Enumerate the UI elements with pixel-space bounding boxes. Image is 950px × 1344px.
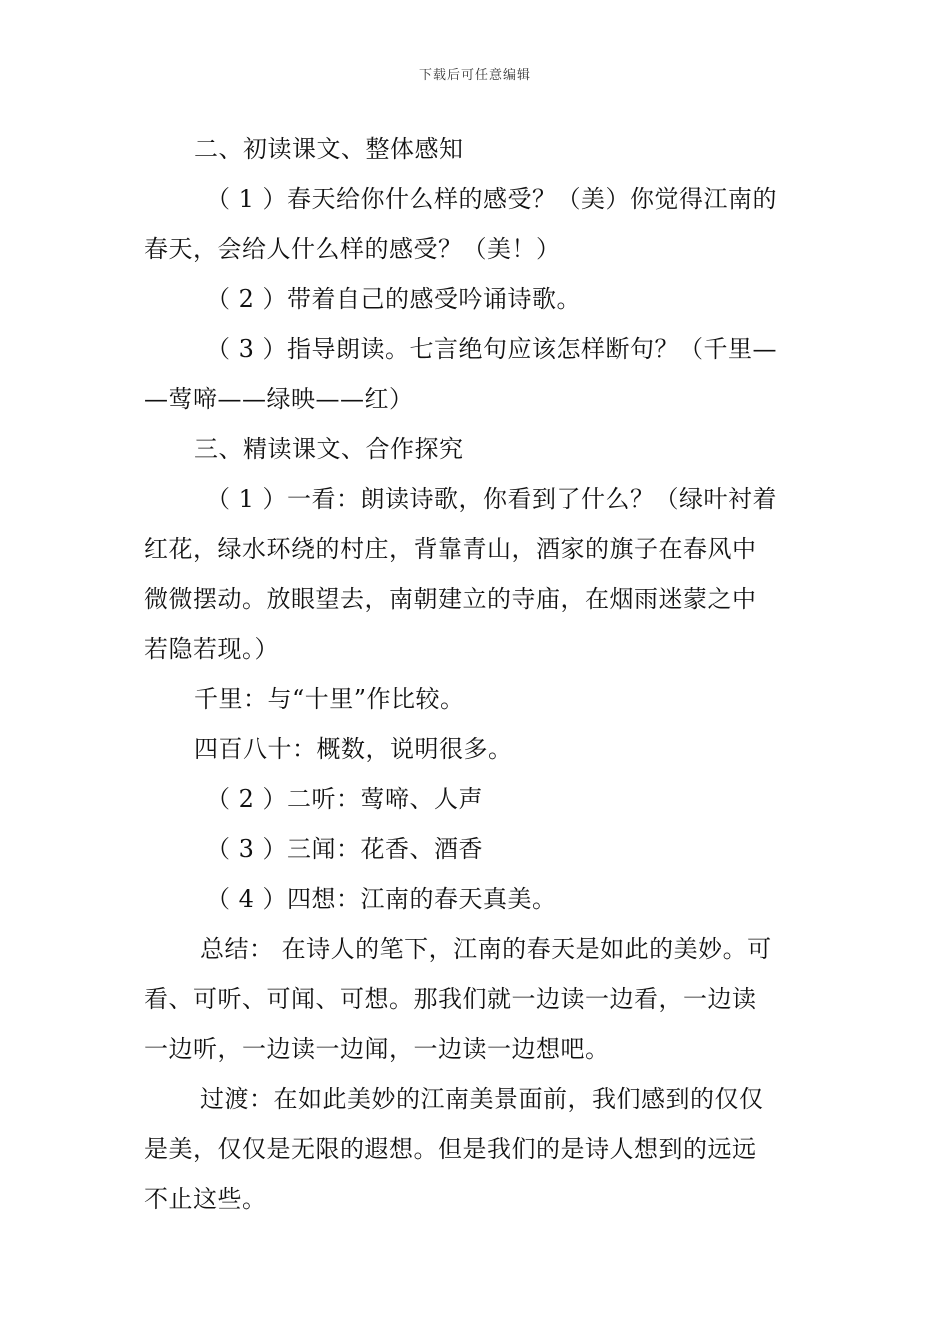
paragraph-line: 不止这些。	[144, 1185, 267, 1213]
paragraph-line: （ 2 ）二听：莺啼、人声	[206, 785, 484, 813]
paragraph-line: 春天，会给人什么样的感受？（美！）	[144, 235, 561, 263]
paragraph-line: （ 1 ）一看：朗读诗歌，你看到了什么？（绿叶衬着	[206, 485, 778, 513]
paragraph-line: 看、可听、可闻、可想。那我们就一边读一边看，一边读	[144, 985, 757, 1013]
paragraph-line: （ 3 ）指导朗读。七言绝句应该怎样断句？（千里—	[206, 335, 778, 363]
section-heading-3: 三、精读课文、合作探究	[194, 435, 464, 463]
transition-line: 过渡：在如此美妙的江南美景面前，我们感到的仅仅	[200, 1085, 764, 1113]
paragraph-line: （ 4 ）四想：江南的春天真美。	[206, 885, 557, 913]
paragraph-line: —莺啼——绿映——红）	[144, 385, 414, 413]
section-heading-2: 二、初读课文、整体感知	[194, 135, 464, 163]
paragraph-line: 四百八十：概数，说明很多。	[194, 735, 513, 763]
paragraph-line: 若隐若现。）	[144, 635, 279, 663]
document-body	[144, 124, 808, 1224]
paragraph-line: （ 1 ）春天给你什么样的感受？（美）你觉得江南的	[206, 185, 778, 213]
paragraph-line: 是美，仅仅是无限的遐想。但是我们的是诗人想到的远远	[144, 1135, 757, 1163]
paragraph-line: （ 2 ）带着自己的感受吟诵诗歌。	[206, 285, 582, 313]
paragraph-line: （ 3 ）三闻：花香、酒香	[206, 835, 484, 863]
summary-line: 总结： 在诗人的笔下，江南的春天是如此的美妙。可	[200, 935, 772, 963]
paragraph-line: 红花，绿水环绕的村庄，背靠青山，酒家的旗子在春风中	[144, 535, 757, 563]
paragraph-line: 微微摆动。放眼望去，南朝建立的寺庙，在烟雨迷蒙之中	[144, 585, 757, 613]
paragraph-line: 千里：与“十里”作比较。	[194, 685, 465, 713]
page-header-note: 下载后可任意编辑	[418, 68, 531, 83]
paragraph-line: 一边听，一边读一边闻，一边读一边想吧。	[144, 1035, 610, 1063]
